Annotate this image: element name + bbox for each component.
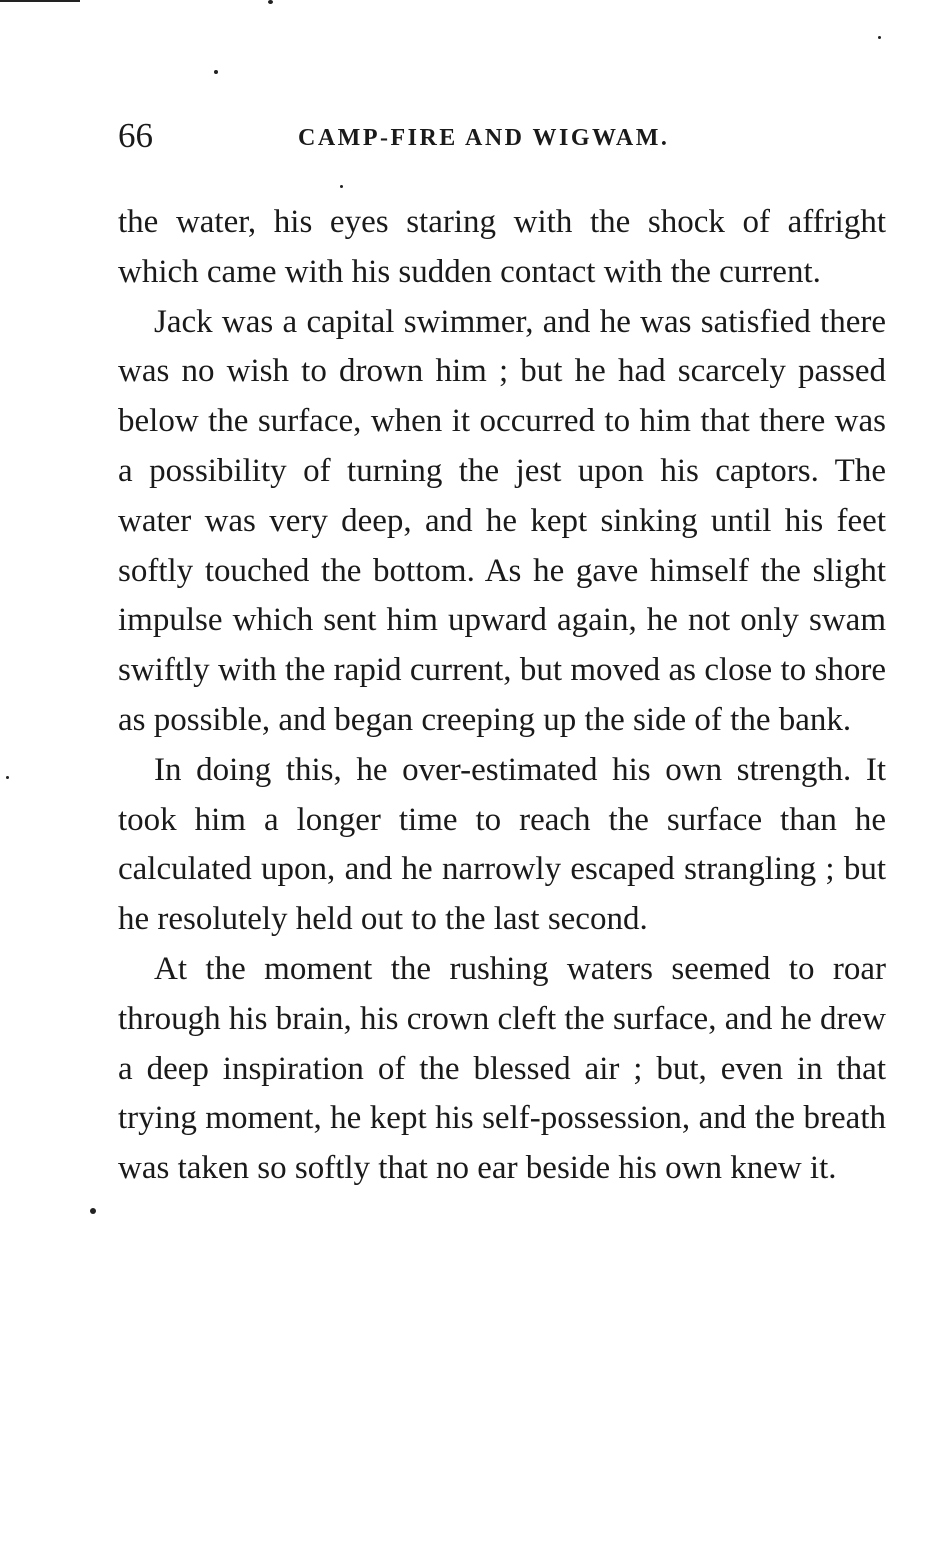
scan-speck: [878, 36, 881, 39]
paragraph: Jack was a capital swimmer, and he was satisfied there was no wish to drown him ; but he had scarcely passed below the surface, when it occurred to him that there was a possibility of turning the jest upon his captors. The water was very deep, and he kept sinking until his feet softly touched the bottom. As he gave himself the slight impulse which sent him upward again, he not only swam swiftly with the rapid current, but moved as close to shore as possible, and began creeping up the side of the bank.: [118, 303, 886, 738]
scan-speck: [340, 185, 343, 188]
paragraph: At the moment the rushing waters seemed to roar through his brain, his crown cleft the surface, and he drew a deep inspiration of the blessed air ; but, even in that trying moment, he kept his self-possession, and the breath was taken so softly that no ear beside his own knew it.: [118, 950, 886, 1187]
scan-speck: [90, 1208, 96, 1214]
page-header: [118, 116, 888, 156]
paragraph: In doing this, he over-estimated his own strength. It took him a longer time to reach the surface than he calculated upon, and he narrowly escaped strangling ; but he resolutely held out to the last second.: [118, 751, 886, 938]
scan-speck: [268, 0, 273, 4]
page-number: 66: [118, 116, 153, 155]
body-text: [118, 198, 886, 1194]
paragraph: the water, his eyes staring with the shock of affright which came with his sudden contact with the current.: [118, 204, 886, 290]
scan-speck: [6, 776, 9, 779]
scan-artifact-line: [0, 0, 80, 2]
scan-speck: [214, 70, 218, 74]
running-head: CAMP-FIRE AND WIGWAM.: [298, 125, 670, 151]
